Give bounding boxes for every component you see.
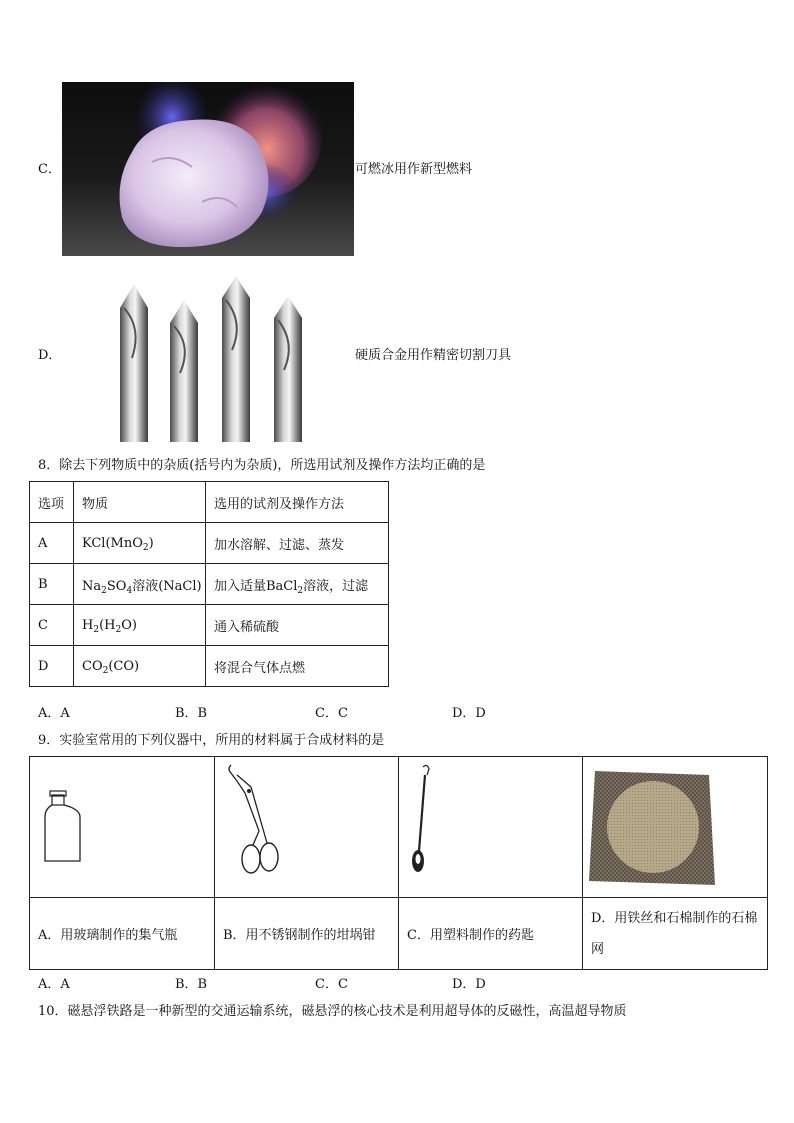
q7-option-d-text: 硬质合金用作精密切割刀具 — [355, 348, 512, 363]
q8-answer-c[interactable]: C．C — [315, 706, 348, 721]
row-b-substance: $Na_2SO_4$溶液(NaCl) — [74, 564, 206, 605]
q9-answer-d[interactable]: D．D — [452, 977, 486, 992]
table-row — [30, 605, 389, 646]
q9-answer-a[interactable]: A．A — [38, 977, 70, 992]
q9-answer-c[interactable]: C．C — [315, 977, 348, 992]
row-d-substance: $CO_2(CO)$ — [74, 646, 206, 687]
row-d-option: D — [30, 646, 74, 687]
table-row — [30, 646, 389, 687]
q9-caption-row — [30, 898, 768, 970]
row-b-option: B — [30, 564, 74, 605]
row-a-option: A — [30, 523, 74, 564]
spatula-icon — [399, 757, 582, 893]
q9-answer-b[interactable]: B．B — [175, 977, 208, 992]
q9-image-d — [583, 757, 768, 898]
row-c-option: C — [30, 605, 74, 646]
q9-image-row — [30, 757, 768, 898]
q9-stem: 9．实验室常用的下列仪器中，所用的材料属于合成材料的是 — [38, 733, 385, 748]
table-row — [30, 523, 389, 564]
combustible-ice-photo — [62, 82, 354, 256]
gas-bottle-icon — [30, 757, 214, 893]
q7-option-d-label: D． — [38, 348, 62, 363]
asbestos-gauze-icon — [583, 757, 767, 893]
q8-answer-a[interactable]: A．A — [38, 706, 70, 721]
q9-table — [29, 756, 768, 970]
q9-caption-c: C．用塑料制作的药匙 — [399, 898, 583, 970]
crucible-tongs-icon — [215, 757, 398, 893]
q7-option-c-text: 可燃冰用作新型燃料 — [355, 162, 473, 177]
q8-answer-d[interactable]: D．D — [452, 706, 486, 721]
table-header-row — [30, 482, 389, 523]
q10-stem: 10．磁悬浮铁路是一种新型的交通运输系统，磁悬浮的核心技术是利用超导体的反磁性，高温超导物质 — [38, 1004, 627, 1019]
row-d-method: 将混合气体点燃 — [206, 646, 389, 687]
header-option: 选项 — [30, 482, 74, 523]
row-c-substance: $H_2(H_2O)$ — [74, 605, 206, 646]
q9-caption-d: D．用铁丝和石棉制作的石棉网 — [583, 898, 768, 970]
row-b-method: 加入适量BaCl$_2$溶液，过滤 — [206, 564, 389, 605]
q9-image-b — [215, 757, 399, 898]
header-method: 选用的试剂及操作方法 — [206, 482, 389, 523]
row-c-method: 通入稀硫酸 — [206, 605, 389, 646]
q8-table — [29, 481, 389, 687]
q9-caption-a: A．用玻璃制作的集气瓶 — [30, 898, 215, 970]
q9-image-a — [30, 757, 215, 898]
q8-answer-b[interactable]: B．B — [175, 706, 208, 721]
row-a-substance: KCl(MnO$_2$) — [74, 523, 206, 564]
table-row — [30, 564, 389, 605]
q9-caption-b: B．用不锈钢制作的坩埚钳 — [215, 898, 399, 970]
header-substance: 物质 — [74, 482, 206, 523]
q7-option-c-label: C． — [38, 162, 61, 177]
q8-stem: 8．除去下列物质中的杂质(括号内为杂质)，所选用试剂及操作方法均正确的是 — [38, 458, 486, 473]
drill-bits-photo — [62, 268, 354, 442]
q9-image-c — [399, 757, 583, 898]
row-a-method: 加水溶解、过滤、蒸发 — [206, 523, 389, 564]
